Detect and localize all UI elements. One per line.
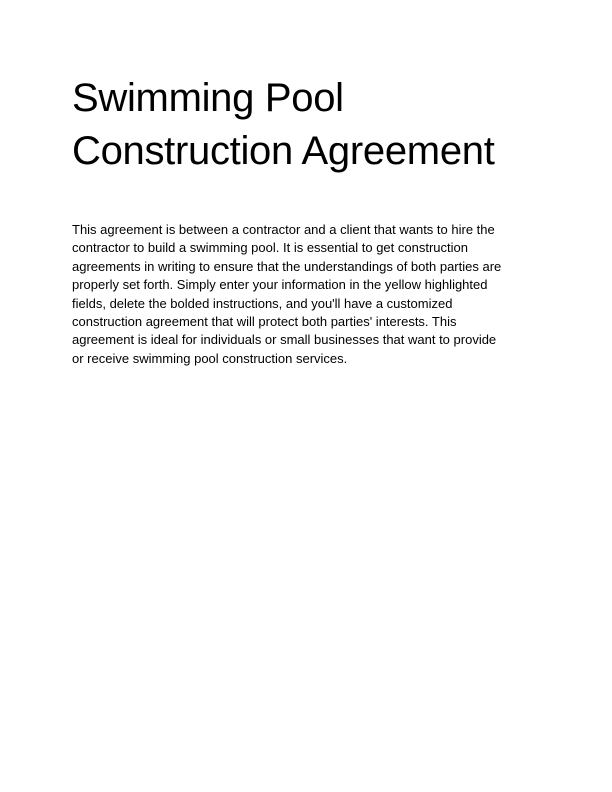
intro-line: agreement is ideal for individuals or small businesses that want to provide [72, 332, 497, 348]
title-line: Swimming Pool [72, 76, 344, 120]
intro-line: contractor to build a swimming pool. It is essential to get construction [72, 240, 468, 256]
intro-line: fields, delete the bolded instructions, and you'll have a customized [72, 295, 453, 311]
document-title [72, 72, 552, 178]
intro-line: properly set forth. Simply enter your information in the yellow highlighted [72, 277, 488, 293]
intro-line: or receive swimming pool construction services. [72, 350, 348, 366]
intro-line: This agreement is between a contractor and a client that wants to hire the [72, 222, 495, 237]
intro-paragraph [72, 221, 547, 368]
title-line: Construction Agreement [72, 129, 495, 173]
intro-line: construction agreement that will protect both parties' interests. This [72, 314, 457, 330]
intro-line: agreements in writing to ensure that the understandings of both parties are [72, 258, 502, 274]
